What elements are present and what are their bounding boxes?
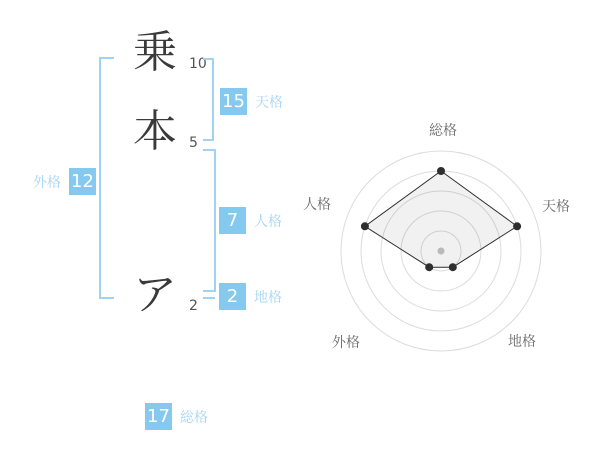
radar-data-point [361, 222, 369, 230]
name-character-3 [133, 269, 198, 320]
name-character-2 [133, 106, 198, 157]
radar-axis-label: 外格 [332, 335, 360, 351]
gaikaku-bracket [99, 57, 114, 299]
gaikaku-badge [33, 168, 96, 195]
tenkaku-value: 15 [220, 88, 247, 115]
chikaku-label: 地格 [254, 289, 282, 306]
jinkaku-value: 7 [219, 207, 246, 234]
name-character-1-glyph: 乗 [133, 27, 177, 78]
chikaku-tick [203, 297, 215, 299]
gaikaku-value: 12 [69, 168, 96, 195]
name-character-3-strokes: 2 [189, 298, 198, 314]
radar-chart [295, 105, 585, 365]
radar-axis-label: 人格 [303, 197, 331, 213]
radar-axis-label: 総格 [429, 123, 457, 139]
gaikaku-label: 外格 [33, 174, 61, 191]
tenkaku-badge [220, 88, 283, 115]
jinkaku-badge [219, 207, 282, 234]
name-character-1 [133, 27, 207, 78]
jinkaku-label: 人格 [254, 213, 282, 230]
jinkaku-bracket [203, 149, 216, 292]
tenkaku-label: 天格 [255, 94, 283, 111]
name-character-3-glyph: ア [133, 269, 177, 320]
radar-chart-area [295, 105, 585, 365]
radar-data-polygon [365, 171, 517, 267]
radar-data-point [425, 263, 433, 271]
name-character-2-strokes: 5 [189, 135, 198, 151]
radar-data-point [437, 167, 445, 175]
soukaku-label: 総格 [180, 409, 208, 426]
name-character-1-strokes: 10 [189, 56, 207, 72]
radar-axis-label: 天格 [542, 199, 570, 215]
soukaku-badge [145, 403, 208, 430]
radar-axis-label: 地格 [508, 334, 536, 350]
chikaku-badge [219, 283, 282, 310]
tenkaku-bracket [203, 58, 214, 141]
soukaku-value: 17 [145, 403, 172, 430]
name-character-2-glyph: 本 [133, 106, 177, 157]
radar-data-point [449, 263, 457, 271]
chikaku-value: 2 [219, 283, 246, 310]
radar-data-point [513, 222, 521, 230]
